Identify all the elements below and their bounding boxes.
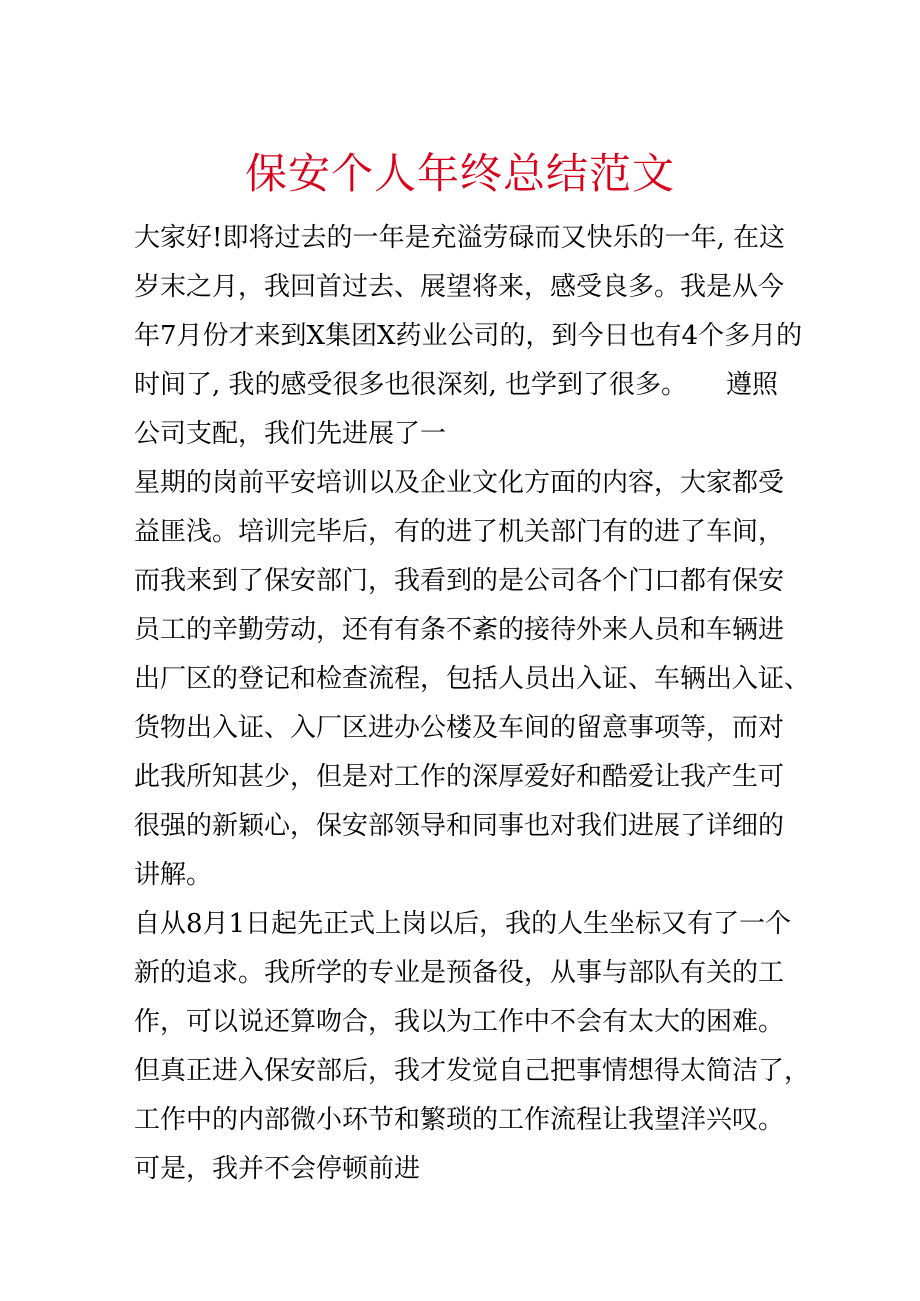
body-line: 此我所知甚少，但是对工作的深厚爱好和酷爱让我产生可 xyxy=(134,762,785,792)
body-line: 自从8月1日起先正式上岗以后，我的人生坐标又有了一个 xyxy=(134,909,792,939)
body-line: 年7月份才来到X集团X药业公司的，到今日也有4个多月的 xyxy=(134,321,803,351)
body-line: 新的追求。我所学的专业是预备役，从事与部队有关的工 xyxy=(134,958,785,988)
body-line: 作，可以说还算吻合，我以为工作中不会有太大的困难。 xyxy=(134,1007,785,1037)
body-line: 时间了, 我的感受很多也很深刻, 也学到了很多。 遵照 xyxy=(134,370,779,400)
body-line: 星期的岗前平安培训以及企业文化方面的内容，大家都受 xyxy=(134,468,785,498)
body-line: 公司支配，我们先进展了一 xyxy=(134,419,447,449)
body-line: 很强的新颖心，保安部领导和同事也对我们进展了详细的 xyxy=(134,811,785,841)
body-line: 岁末之月，我回首过去、展望将来，感受良多。我是从今 xyxy=(134,272,785,302)
body-line: 货物出入证、入厂区进办公楼及车间的留意事项等，而对 xyxy=(134,713,785,743)
body-line: 员工的辛勤劳动，还有有条不紊的接待外来人员和车辆进 xyxy=(134,615,785,645)
body-line: 益匪浅。培训完毕后，有的进了机关部门有的进了车间， xyxy=(134,517,785,547)
body-line: 讲解。 xyxy=(134,860,213,890)
body-line: 出厂区的登记和检查流程，包括人员出入证、车辆出入证、 xyxy=(134,664,811,694)
body-line: 而我来到了保安部门，我看到的是公司各个门口都有保安 xyxy=(134,566,785,596)
document-title: 保安个人年终总结范文 xyxy=(244,149,675,198)
body-line: 可是，我并不会停顿前进 xyxy=(134,1154,421,1184)
body-line: 但真正进入保安部后，我才发觉自己把事情想得太简洁了， xyxy=(134,1056,811,1086)
body-line: 工作中的内部微小环节和繁琐的工作流程让我望洋兴叹。 xyxy=(134,1105,785,1135)
document-body xyxy=(134,214,834,1194)
body-line: 大家好!即将过去的一年是充溢劳碌而又快乐的一年, 在这 xyxy=(134,223,785,253)
